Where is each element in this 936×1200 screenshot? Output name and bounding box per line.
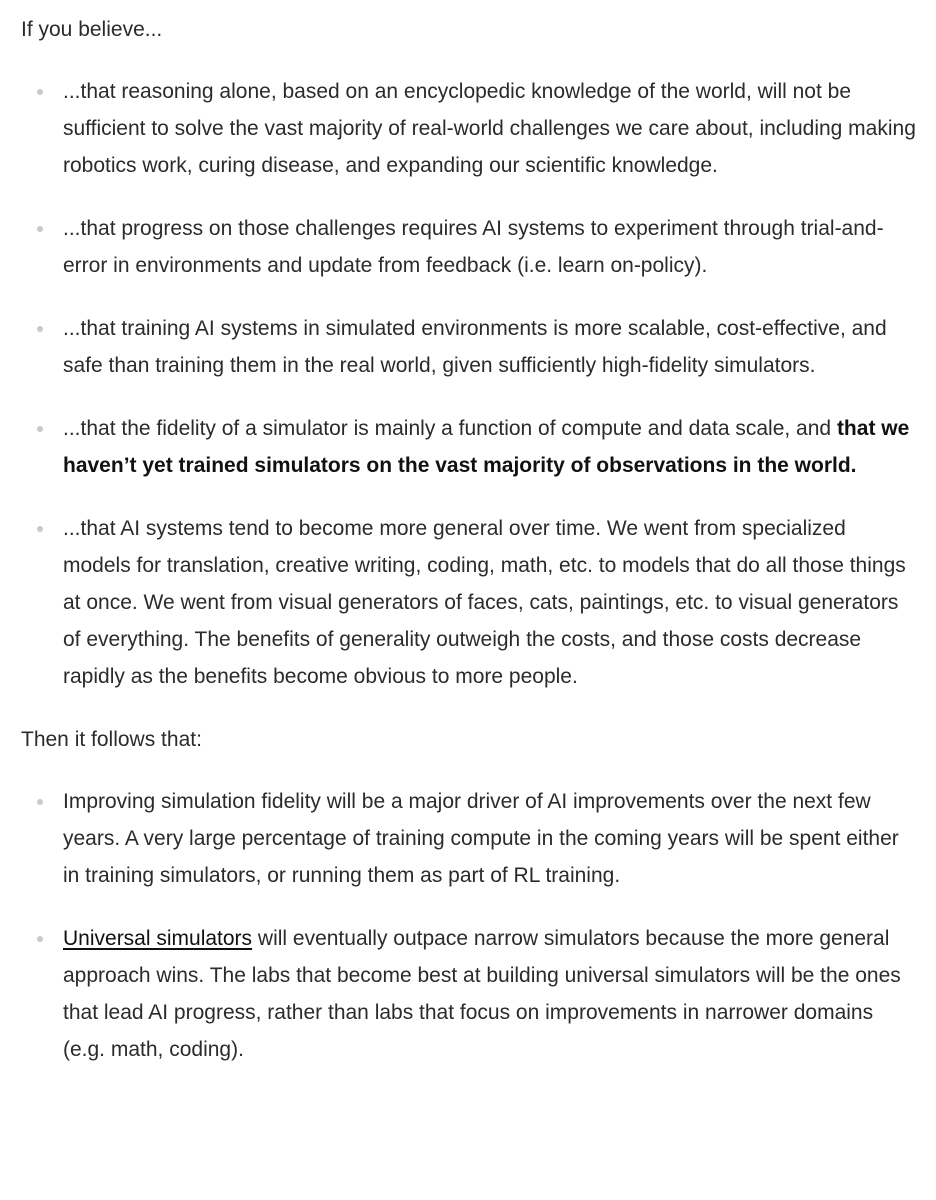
universal-simulators-link[interactable]: Universal simulators [63,927,253,950]
belief-text: ...that AI systems tend to become more general over time. We went from specialized models for translation, creative writing, coding, math, etc. to models that do all those things at once. We went from visual generators of faces, cats, paintings, etc. to visual generators of everything. The benefits of generality outweigh the costs, and those costs decrease rapidly as the benefits become obvious to more people. [63,517,906,688]
belief-text: ...that the fidelity of a simulator is mainly a function of compute and data scale, and [63,417,837,440]
transition-text: Then it follows that: [21,728,202,751]
bullet-icon [37,426,43,432]
list-item [21,783,916,894]
belief-text: ...that reasoning alone, based on an encyclopedic knowledge of the world, will not be sufficient to solve the vast majority of real-world challenges we care about, including making robotics work, curing disease, and expanding our scientific knowledge. [63,80,916,177]
list-item [21,920,916,1068]
conclusion-text: Improving simulation fidelity will be a major driver of AI improvements over the next few years. A very large percentage of training compute in the coming years will be spent either in training simulators, or running them as part of RL training. [63,790,899,887]
intro-text: If you believe... [21,18,163,41]
bullet-icon [37,89,43,95]
conclusions-list [21,783,916,1068]
list-item [21,310,916,384]
bullet-icon [37,326,43,332]
bullet-icon [37,526,43,532]
list-item [21,510,916,695]
beliefs-list [21,73,916,695]
bullet-icon [37,936,43,942]
conclusion-text: will eventually outpace narrow simulators because the more general approach wins. The labs that become best at building universal simulators will be the ones that lead AI progress, rather than labs that focus on improvements in narrower domains (e.g. math, coding). [63,927,901,1061]
belief-text: ...that training AI systems in simulated environments is more scalable, cost-effective, and safe than training them in the real world, given sufficiently high-fidelity simulators. [63,317,887,377]
list-item [21,210,916,284]
bullet-icon [37,799,43,805]
belief-text-bold: that we haven’t yet trained simulators on the vast majority of observations in the world. [63,417,910,477]
list-item [21,410,916,484]
belief-text: ...that progress on those challenges requires AI systems to experiment through trial-and-error in environments and update from feedback (i.e. learn on-policy). [63,217,884,277]
list-item [21,73,916,184]
bullet-icon [37,226,43,232]
